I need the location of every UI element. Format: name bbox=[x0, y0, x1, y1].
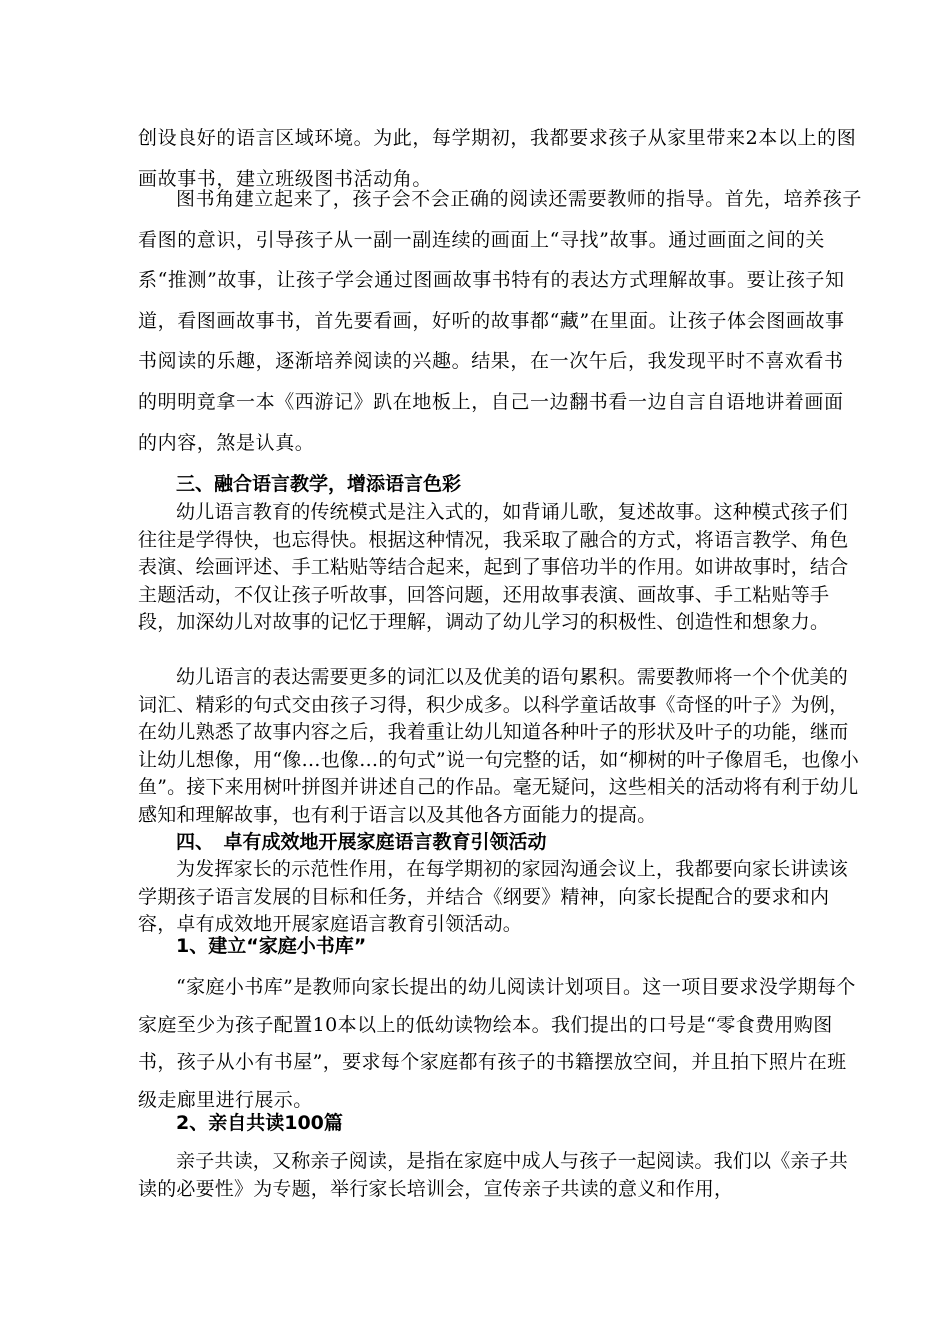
paragraph-integrated-teaching: 幼儿语言教育的传统模式是注入式的，如背诵儿歌，复述故事。这种模式孩子们往往是学得快，也忘得快。根据这种情况，我采取了融合的方式，将语言教学、角色表演、绘画评述、手工粘贴等结合起来，起到了事倍功半的作用。如讲故事时，结合主题活动，不仅让孩子听故事，回答问题，还用故事表演、画故事、手工粘贴等手段，加深幼儿对故事的记忆于理解，调动了幼儿学习的积极性、创造性和想象力。 bbox=[138, 501, 849, 633]
paragraph-family-library: “家庭小书库”是教师向家长提出的幼儿阅读计划项目。这一项目要求没学期每个家庭至少为孩子配置10本以上的低幼读物绘本。我们提出的口号是“零食费用购图书，孩子从小有书屋”，要求每个家庭都有孩子的书籍摆放空间，并且拍下照片在班级走廊里进行展示。 bbox=[138, 976, 856, 1111]
paragraph-family-guidance: 为发挥家长的示范性作用，在每学期初的家园沟通会议上，我都要向家长讲读该学期孩子语言发展的目标和任务，并结合《纲要》精神，向家长提配合的要求和内容，卓有成效地开展家庭语言教育引领活动。 bbox=[138, 858, 849, 935]
paragraph-parent-child-reading: 亲子共读，又称亲子阅读，是指在家庭中成人与孩子一起阅读。我们以《亲子共读的必要性》为专题，举行家长培训会，宣传亲子共读的意义和作用， bbox=[138, 1150, 849, 1200]
section-heading-4: 四、 卓有成效地开展家庭语言教育引领活动 bbox=[176, 831, 547, 853]
paragraph-vocabulary-accumulation: 幼儿语言的表达需要更多的词汇以及优美的语句累积。需要教师将一个个优美的词汇、精彩的句式交由孩子习得，积少成多。以科学童话故事《奇怪的叶子》为例，在幼儿熟悉了故事内容之后，我着重让幼儿知道各种叶子的形状及叶子的功能，继而让幼儿想像，用“像…也像…的句式”说一句完整的话，如“柳树的叶子像眉毛，也像小鱼”。接下来用树叶拼图并讲述自己的作品。毫无疑问，这些相关的活动将有利于幼儿感知和理解故事，也有利于语言以及其他各方面能力的提高。 bbox=[138, 666, 859, 826]
section-heading-3: 三、融合语言教学，增添语言色彩 bbox=[176, 473, 462, 495]
paragraph-guided-reading: 图书角建立起来了，孩子会不会正确的阅读还需要教师的指导。首先，培养孩子看图的意识，引导孩子从一副一副连续的画面上“寻找”故事。通过画面之间的关系“推测”故事，让孩子学会通过图画故事书特有的表达方式理解故事。要让孩子知道，看图画故事书，首先要看画，好听的故事都“藏”在里面。让孩子体会图画故事书阅读的乐趣，逐渐培养阅读的兴趣。结果，在一次午后，我发现平时不喜欢看书的明明竟拿一本《西游记》趴在地板上，自己一边翻书看一边自言自语地讲着画面的内容，煞是认真。 bbox=[138, 188, 863, 454]
paragraph-reading-corner-intro: 创设良好的语言区域环境。为此，每学期初，我都要求孩子从家里带来2本以上的图画故事书，建立班级图书活动角。 bbox=[138, 127, 857, 190]
subheading-shared-reading: 2、亲自共读100篇 bbox=[176, 1112, 343, 1134]
subheading-family-library: 1、建立“家庭小书库” bbox=[176, 935, 367, 957]
